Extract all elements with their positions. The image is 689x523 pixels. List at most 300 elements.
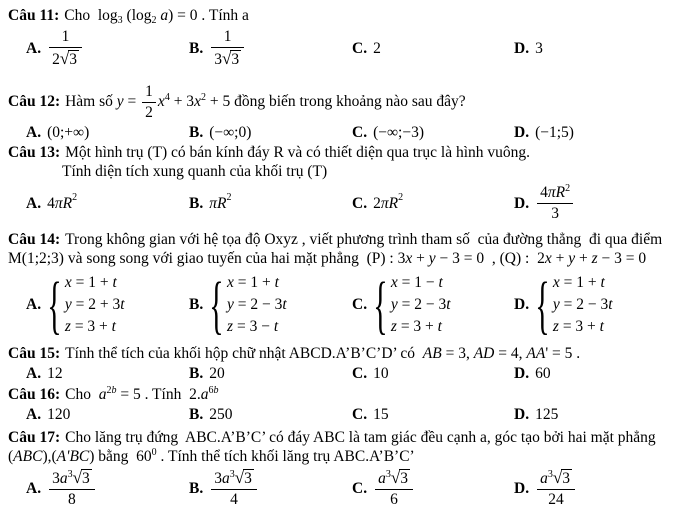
option-letter: D. (514, 39, 530, 57)
option-item (514, 270, 613, 340)
math-variable: ABC (13, 447, 43, 465)
math-variable: a (378, 470, 386, 488)
math-variable: y (227, 295, 234, 313)
cases-line (391, 316, 451, 338)
option-item (189, 181, 231, 227)
math-variable: b (111, 384, 117, 396)
math-variable: z (390, 317, 397, 335)
math-text: = 1 + (233, 273, 275, 291)
math-text: 3 (535, 39, 543, 57)
option-letter: A. (26, 124, 42, 142)
math-variable: πR (54, 195, 73, 213)
math-text: ) bằng 60 (89, 447, 152, 465)
fraction-denominator (211, 490, 257, 509)
math-text: 3 (69, 50, 77, 68)
fraction-denominator (49, 48, 82, 69)
radicand (81, 469, 92, 487)
option-item (26, 466, 97, 512)
option-item (189, 270, 287, 340)
option-item (26, 25, 84, 71)
option-letter: C. (352, 406, 368, 424)
math-variable: y (390, 295, 398, 313)
math-cases (373, 268, 451, 341)
math-variable: x (157, 92, 165, 110)
cases-lines (65, 272, 125, 338)
option-item (189, 25, 246, 71)
superscript: 3 (385, 469, 391, 481)
math-text: 4 (540, 184, 548, 202)
options-row (8, 405, 685, 425)
option-item (26, 181, 77, 227)
math-variable: t (438, 273, 443, 291)
option-value (209, 364, 225, 383)
math-variable: b (213, 384, 219, 396)
math-variable: z (64, 317, 71, 335)
option-letter: B. (189, 124, 204, 142)
math-variable: y (428, 249, 436, 267)
option-letter: A. (26, 195, 42, 213)
math-variable: t (600, 273, 605, 291)
option-value (47, 268, 125, 341)
fraction-numerator (537, 468, 575, 490)
math-sqrt (59, 48, 79, 68)
fraction-numerator (142, 83, 156, 103)
option-value (373, 468, 415, 509)
cases-line (65, 272, 125, 294)
option-value: πR $^2$ (209, 191, 232, 213)
math-text: Cho log (64, 7, 118, 24)
options-row (8, 181, 685, 227)
question-block (8, 428, 685, 512)
math-text: 10 (373, 365, 389, 383)
math-variable: t (111, 317, 116, 335)
question-label: Câu 15: (8, 344, 61, 362)
math-variable: a (59, 470, 68, 488)
cases-brace: { (209, 268, 224, 341)
cases-brace: { (47, 268, 62, 341)
math-text: (−∞;−3) (373, 124, 424, 142)
cases-lines (553, 272, 613, 338)
math-text: 1 (145, 83, 153, 100)
question-line (8, 344, 685, 363)
math-text: + 3 (169, 92, 195, 110)
math-text: 4 (47, 195, 55, 213)
math-sqrt (221, 48, 241, 68)
math-variable: y (568, 249, 576, 267)
option-value: 2 πR $^2$ (373, 191, 404, 213)
math-text: 3 (551, 205, 559, 223)
math-text: 60 (535, 365, 551, 383)
math-text: 3 (562, 470, 570, 488)
fraction-numerator (49, 468, 95, 490)
math-text: Tính diện tích xung quanh của khối trụ (T) (62, 162, 328, 180)
math-variable: y (116, 92, 124, 110)
cases-line (391, 272, 451, 294)
math-text: Tính thể tích của khối hộp chữ nhật ABCD.A’B’C’D’ có (65, 344, 423, 362)
option-value (47, 468, 97, 509)
math-variable: y (552, 295, 560, 313)
option-item (26, 270, 125, 340)
fraction-denominator (49, 490, 95, 509)
math-text: (0;+∞) (47, 124, 90, 142)
option-value: 4 πR $^2$ (47, 191, 78, 213)
option-letter: B. (189, 296, 204, 314)
radicand (399, 469, 410, 487)
math-text: 4 (230, 491, 238, 509)
math-text: 2 (145, 103, 153, 121)
math-text: = 3 − (233, 317, 274, 335)
option-item (189, 466, 259, 512)
math-text: Trong không gian với hệ tọa độ Oxyz , viết phương trình tham số của đường thẳng đi qua điểm (65, 230, 663, 248)
math-variable: x (390, 273, 398, 291)
math-text: = 1 + (559, 273, 601, 291)
math-text: = 2 + 3 (71, 295, 121, 313)
math-text: = 3 + (70, 317, 112, 335)
math-variable: t (273, 317, 279, 335)
math-fraction (211, 28, 244, 69)
radical-sign: √ (552, 468, 562, 488)
question-line (8, 143, 685, 162)
math-variable: a (200, 385, 209, 403)
option-letter: D. (514, 406, 530, 424)
math-variable: x (405, 249, 413, 267)
superscript: 3 (547, 469, 553, 481)
options-row (8, 466, 685, 512)
math-text: + (412, 249, 429, 267)
option-value (373, 123, 424, 142)
option-letter: D. (514, 296, 530, 314)
option-value (209, 268, 287, 341)
math-text: + (575, 249, 592, 267)
superscript: 2 (200, 91, 206, 103)
question-line (8, 162, 685, 181)
radical-sign: √ (221, 48, 231, 68)
option-letter: C. (352, 296, 368, 314)
math-text: (−∞;0) (209, 124, 252, 142)
option-item (352, 123, 424, 143)
math-text: 120 (47, 406, 71, 424)
option-item (514, 181, 575, 227)
math-text: = 3, (441, 344, 474, 362)
math-text: − 3 = 0 , (Q) : 2 (435, 249, 545, 267)
option-letter: B. (189, 480, 204, 498)
option-letter: C. (352, 39, 368, 57)
math-fraction (537, 184, 573, 223)
question-block (8, 143, 685, 227)
math-variable: πR (547, 184, 566, 202)
math-sqrt (73, 470, 92, 487)
option-item (352, 25, 381, 71)
math-text: = 5 . Tính 2. (116, 385, 201, 403)
cases-line (65, 316, 125, 338)
math-text: 15 (373, 406, 389, 424)
option-item (189, 405, 232, 425)
cases-brace: { (535, 268, 550, 341)
math-text: = (123, 92, 141, 110)
math-variable: AA (526, 344, 546, 362)
options-row (8, 25, 685, 71)
option-value (535, 364, 551, 383)
question-line (8, 83, 685, 122)
math-text: = 3 + (396, 317, 438, 335)
subscript: 3 (117, 15, 123, 26)
option-value (535, 184, 575, 223)
math-variable: t (608, 295, 613, 313)
option-item (352, 466, 415, 512)
fraction-numerator (211, 28, 244, 48)
option-item (352, 181, 403, 227)
option-letter: D. (514, 365, 530, 383)
radical-sign: √ (59, 48, 69, 68)
option-value (209, 123, 251, 142)
option-item (514, 466, 577, 512)
question-label: Câu 12: (8, 92, 61, 110)
math-variable: z (227, 317, 234, 335)
math-variable: A'BC (56, 447, 90, 465)
radicand (243, 469, 254, 487)
math-text: 125 (535, 406, 559, 424)
cases-line (227, 294, 287, 316)
math-text: = 2 − 3 (397, 295, 447, 313)
math-variable: AD (473, 344, 495, 362)
math-text: 3 (81, 470, 90, 488)
cases-line (227, 316, 287, 338)
cases-line (391, 294, 451, 316)
math-variable: y (64, 295, 72, 313)
math-cases (209, 268, 287, 341)
math-variable: x (227, 273, 234, 291)
math-text: = 1 + (71, 273, 113, 291)
options-row (8, 364, 685, 384)
math-text: + (551, 249, 569, 267)
cases-line (553, 272, 613, 294)
math-variable: t (112, 273, 117, 291)
superscript (208, 385, 218, 396)
question-block (8, 230, 685, 340)
option-value (373, 39, 381, 58)
option-item (514, 25, 543, 71)
math-text: 12 (47, 365, 63, 383)
options-row (8, 270, 685, 340)
fraction-denominator (375, 490, 413, 509)
math-text: ' = 5 . (545, 344, 581, 362)
option-item (189, 364, 225, 384)
option-letter: A. (26, 365, 42, 383)
math-text: 2 (373, 195, 381, 213)
subscript: 2 (151, 15, 157, 26)
option-value (47, 123, 89, 142)
math-variable: x (544, 249, 552, 267)
math-variable: x (194, 92, 201, 110)
option-value (535, 123, 574, 142)
option-value (47, 28, 84, 69)
option-value (535, 39, 543, 58)
math-text: M(1;2;3) và song song với giao tuyến của hai mặt phẳng (P) : 3 (8, 249, 406, 267)
option-letter: D. (514, 195, 530, 213)
math-text: 8 (68, 491, 76, 509)
math-fraction (142, 83, 156, 122)
option-letter: A. (26, 406, 42, 424)
math-text: = 4, (494, 344, 527, 362)
question-line (8, 230, 685, 249)
option-letter: D. (514, 124, 530, 142)
math-text: 2 (52, 50, 60, 68)
option-letter: C. (352, 480, 368, 498)
fraction-denominator (211, 48, 244, 69)
math-text: 3 (214, 50, 222, 68)
options-row (8, 123, 685, 143)
math-variable: t (599, 317, 604, 335)
radicand (230, 50, 241, 68)
superscript: 3 (229, 469, 235, 481)
option-value (47, 364, 63, 383)
question-line (8, 428, 685, 447)
cases-line (227, 272, 287, 294)
math-text: 3 (231, 50, 240, 68)
math-text: 6 (208, 384, 214, 396)
question-line (8, 6, 685, 25)
cases-line (65, 294, 125, 316)
option-letter: B. (189, 365, 204, 383)
math-variable: x (552, 273, 560, 291)
radical-sign: √ (234, 468, 244, 488)
math-sqrt (235, 470, 254, 487)
fraction-numerator (211, 468, 257, 490)
math-text: 2 (106, 384, 112, 396)
math-text: ( (8, 447, 14, 465)
math-variable: πR (209, 195, 227, 213)
superscript: 3 (67, 469, 73, 481)
option-letter: B. (189, 39, 204, 57)
cases-lines (227, 272, 287, 338)
math-text: 3 (244, 470, 252, 488)
cases-brace: { (373, 268, 388, 341)
question-label: Câu 11: (8, 7, 60, 24)
math-variable: πR (380, 195, 399, 213)
option-item (26, 405, 70, 425)
math-sqrt (391, 470, 410, 487)
math-text: = 1 − (397, 273, 439, 291)
cases-lines (391, 272, 451, 338)
option-letter: A. (26, 296, 42, 314)
math-text: 2 (373, 39, 381, 57)
fraction-numerator (49, 28, 82, 48)
math-text: 1 (61, 27, 70, 45)
fraction-numerator (537, 184, 573, 204)
option-letter: C. (352, 124, 368, 142)
option-value (373, 405, 389, 424)
option-value (373, 364, 389, 383)
math-fraction (537, 468, 575, 509)
option-item (514, 405, 558, 425)
math-text: Cho (65, 385, 99, 403)
option-value (535, 468, 577, 509)
math-text: Cho lăng trụ đứng ABC.A’B’C’ có đáy ABC là tam giác đều cạnh a, góc tạo bởi hai mặt phẳng (65, 428, 656, 446)
question-label: Câu 13: (8, 143, 61, 161)
math-text: (log (122, 7, 152, 24)
option-value (373, 268, 451, 341)
math-sqrt (553, 470, 572, 487)
math-variable: z (591, 249, 598, 267)
option-item (514, 123, 574, 143)
math-fraction (49, 28, 82, 69)
math-text: 24 (548, 491, 564, 509)
superscript: 2 (565, 183, 571, 195)
math-fraction (211, 468, 257, 509)
option-item (26, 364, 63, 384)
option-item (352, 364, 389, 384)
cases-line (553, 316, 613, 338)
option-letter: A. (26, 39, 42, 57)
question-line (8, 447, 685, 466)
math-text: Hàm số (65, 92, 117, 110)
question-label: Câu 16: (8, 385, 61, 403)
cases-line (553, 294, 613, 316)
math-variable: a (156, 7, 169, 24)
superscript (106, 385, 116, 396)
math-variable: t (437, 317, 442, 335)
fraction-numerator (375, 468, 413, 490)
question-line (8, 249, 685, 268)
math-text: − 3 = 0 (597, 249, 647, 267)
option-item (352, 405, 389, 425)
math-fraction (375, 468, 413, 509)
math-variable: AB (422, 344, 442, 362)
math-text: 20 (209, 365, 225, 383)
option-item (189, 123, 251, 143)
option-item (514, 364, 551, 384)
option-item (352, 270, 451, 340)
math-text: Một hình trụ (T) có bán kính đáy R và có thiết diện qua trục là hình vuông. (65, 143, 531, 161)
option-letter: C. (352, 365, 368, 383)
superscript: 4 (164, 91, 170, 103)
option-letter: D. (514, 480, 530, 498)
math-text: 3 (400, 470, 408, 488)
question-label: Câu 14: (8, 230, 61, 248)
math-text: + 5 đồng biến trong khoảng nào sau đây? (205, 92, 466, 110)
fraction-denominator (537, 490, 575, 509)
math-variable: z (552, 317, 559, 335)
superscript: 0 (151, 446, 157, 458)
math-variable: a (221, 470, 230, 488)
math-variable: t (446, 295, 451, 313)
radicand (68, 50, 79, 68)
math-text: = 2 − 3 (233, 295, 283, 313)
math-text: 250 (209, 406, 233, 424)
math-text: ),( (42, 447, 57, 465)
radicand (561, 469, 572, 487)
option-value (47, 405, 70, 424)
math-variable: t (274, 273, 279, 291)
math-variable: t (120, 295, 125, 313)
option-letter: B. (189, 195, 204, 213)
question-block (8, 83, 685, 143)
math-fraction (49, 468, 95, 509)
question-label: Câu 17: (8, 428, 61, 446)
math-variable: t (282, 295, 287, 313)
option-letter: A. (26, 480, 42, 498)
math-text: 3 (214, 470, 222, 488)
math-text: (−1;5) (535, 124, 574, 142)
option-value (535, 405, 558, 424)
math-variable: a (98, 385, 107, 403)
math-variable: x (64, 273, 72, 291)
math-text: . Tính thể tích khối lăng trụ ABC.A’B’C’ (156, 447, 415, 465)
math-cases (47, 268, 125, 341)
math-variable: a (540, 470, 548, 488)
math-text: 3 (52, 470, 60, 488)
math-text: 1 (223, 27, 232, 45)
